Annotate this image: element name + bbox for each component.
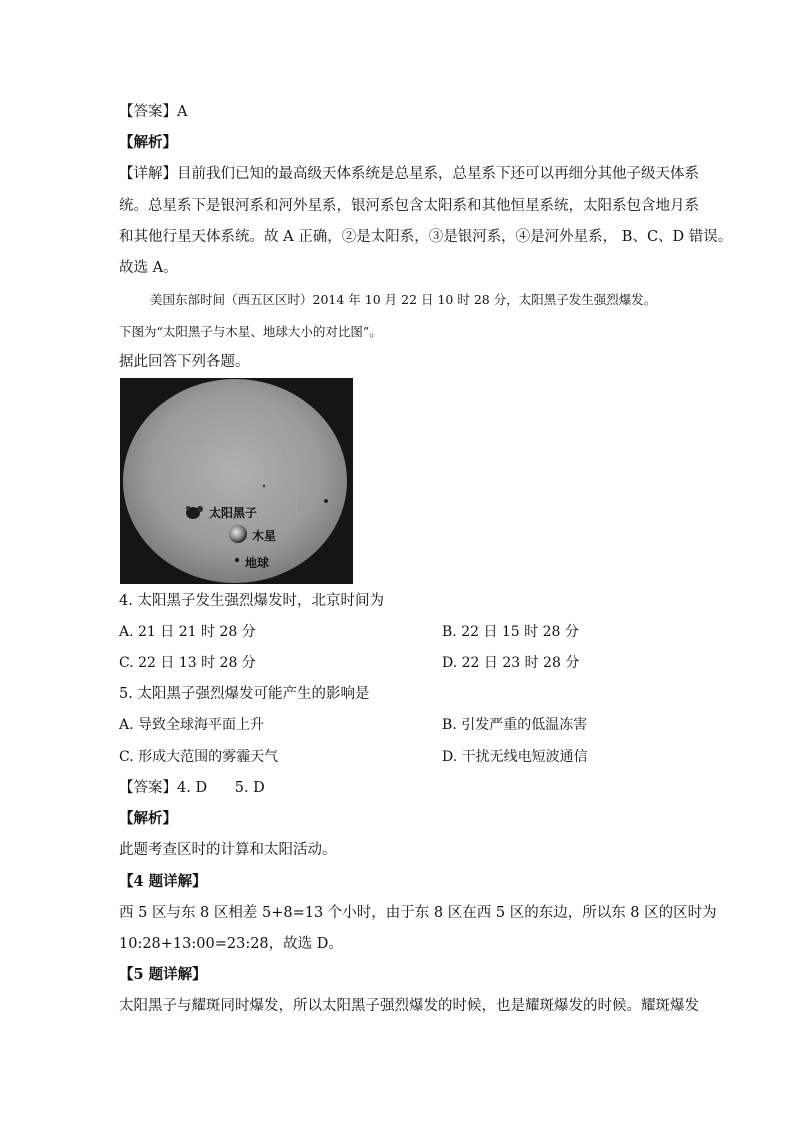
answer-1: 【答案】A xyxy=(119,104,188,120)
label-earth: 地球 xyxy=(245,556,270,570)
q4-detail-line-2: 10:28+13:00=23:28，故选 D。 xyxy=(119,936,343,952)
q4-option-a: A. 21 日 21 时 28 分 xyxy=(119,624,256,640)
sunspot-comparison-figure xyxy=(120,378,353,584)
analysis-2-text: 此题考查区时的计算和太阳活动。 xyxy=(119,842,337,858)
analysis-1-header: 【解析】 xyxy=(119,134,177,151)
detail-1-line-4: 故选 A。 xyxy=(119,260,178,276)
q5-question: 5. 太阳黑子强烈爆发可能产生的影响是 xyxy=(119,686,370,702)
label-jupiter: 木星 xyxy=(252,529,277,543)
q4-option-c: C. 22 日 13 时 28 分 xyxy=(119,655,256,671)
answer-2: 【答案】4. D 5. D xyxy=(119,780,265,796)
q5-option-a: A. 导致全球海平面上升 xyxy=(119,717,265,733)
label-sunspot: 太阳黑子 xyxy=(209,506,258,520)
analysis-2-header: 【解析】 xyxy=(119,810,177,827)
stem-line-2: 下图为“太阳黑子与木星、地球大小的对比图”。 xyxy=(119,324,382,339)
stem-line-1: 美国东部时间（西五区区时）2014 年 10 月 22 日 10 时 28 分，太阳黑子发生强烈爆发。 xyxy=(150,292,657,307)
sun-disk xyxy=(123,379,347,583)
detail-1-line-3: 和其他行星天体系统。故 A 正确，②是太阳系，③是银河系，④是河外星系， B、C、D 错误。 xyxy=(119,229,733,245)
q4-question: 4. 太阳黑子发生强烈爆发时，北京时间为 xyxy=(119,593,384,609)
q5-option-b: B. 引发严重的低温冻害 xyxy=(442,717,588,733)
q4-option-d: D. 22 日 23 时 28 分 xyxy=(442,655,580,671)
stem-line-3: 据此回答下列各题。 xyxy=(119,354,250,370)
q4-detail-header: 【4 题详解】 xyxy=(119,873,207,890)
q5-option-d: D. 干扰无线电短波通信 xyxy=(442,749,588,765)
q5-option-c: C. 形成大范围的雾霾天气 xyxy=(119,749,279,765)
q5-detail-header: 【5 题详解】 xyxy=(119,966,207,983)
jupiter-marker xyxy=(229,525,247,543)
q4-detail-line-1: 西 5 区与东 8 区相差 5+8=13 个小时，由于东 8 区在西 5 区的东边，所以东 8 区的区时为 xyxy=(119,905,717,921)
q5-detail-line-1: 太阳黑子与耀斑同时爆发，所以太阳黑子强烈爆发的时候，也是耀斑爆发的时候。耀斑爆发 xyxy=(119,998,699,1014)
detail-1-line-2: 统。总星系下是银河系和河外星系，银河系包含太阳系和其他恒星系统，太阳系包含地月系 xyxy=(119,198,699,214)
q4-option-b: B. 22 日 15 时 28 分 xyxy=(442,624,579,640)
detail-1-line-1: 【详解】目前我们已知的最高级天体系统是总星系，总星系下还可以再细分其他子级天体系 xyxy=(119,166,699,182)
earth-marker xyxy=(235,558,239,562)
sun-disk-image xyxy=(120,378,353,584)
